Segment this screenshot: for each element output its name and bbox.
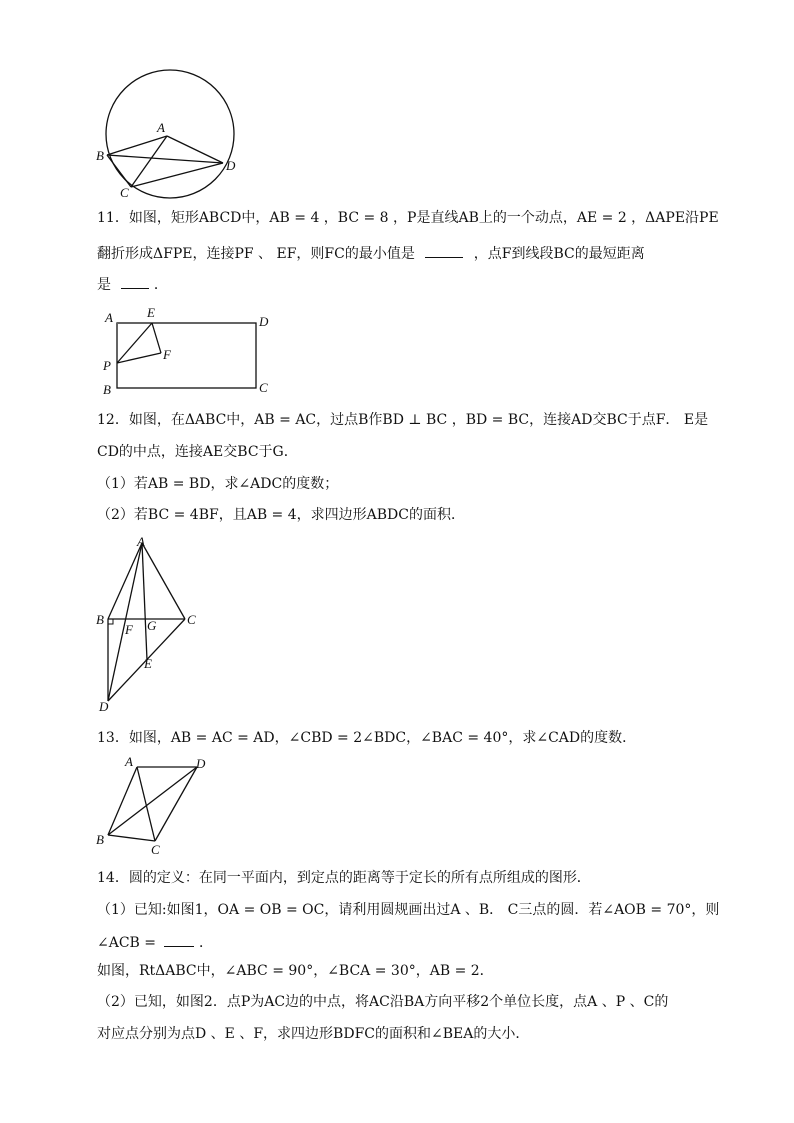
label-a: A (137, 534, 145, 549)
q14-line5: （2）已知，如图2．点P为AC边的中点，将AC沿BA方向平移2个单位长度，点A 、P 、C的 (97, 994, 669, 1010)
q14-line3-a: ∠ACB = (97, 935, 157, 951)
q12-line2: CD的中点，连接AE交BC于G． (97, 444, 298, 460)
label-d: D (259, 314, 269, 329)
label-a: A (157, 120, 165, 135)
figure-quadrilateral-abcd (95, 755, 220, 857)
q11-line3-a: 是 (97, 277, 111, 293)
q11-answer-blank-1[interactable] (425, 242, 463, 258)
label-c: C (259, 380, 268, 395)
figure-circle-abcd (95, 70, 245, 210)
right-angle-mark (108, 619, 113, 624)
segment-bc (108, 835, 155, 841)
label-b: B (96, 832, 104, 847)
segment-ae (142, 543, 147, 660)
q14-answer-blank[interactable] (164, 931, 194, 947)
q11-line2-a: 翻折形成ΔFPE，连接PF 、 EF，则FC的最小值是 (97, 246, 415, 262)
label-b: B (96, 612, 104, 627)
segment-pe (117, 323, 152, 363)
q11-line2-b: ，点F到线段BC的最短距离 (473, 246, 645, 262)
rectangle-abcd (117, 323, 256, 388)
label-c: C (187, 612, 196, 627)
segment-ab (108, 767, 137, 835)
q11-answer-blank-2[interactable] (121, 273, 149, 289)
label-b: B (103, 382, 111, 397)
q12-line1: 12．如图，在ΔABC中，AB = AC，过点B作BD ⊥ BC ，BD = BC，连接AD交BC于点F． E是 (97, 412, 709, 428)
label-d: D (196, 756, 206, 771)
label-g: G (147, 618, 157, 633)
label-d: D (99, 699, 109, 714)
segment-bc (107, 155, 131, 187)
q12-part2: （2）若BC = 4BF，且AB = 4，求四边形ABDC的面积． (97, 507, 465, 523)
q14-line4: 如图，RtΔABC中，∠ABC = 90°，∠BCA = 30°，AB = 2． (97, 963, 494, 979)
label-a: A (105, 310, 113, 325)
figure-triangle-abc-bd (95, 535, 210, 713)
segment-ef (152, 323, 161, 353)
label-c: C (151, 842, 160, 857)
q14-line6: 对应点分别为点D 、E 、F，求四边形BDFC的面积和∠BEA的大小． (97, 1026, 530, 1042)
segment-ac (142, 543, 185, 619)
label-f: F (125, 622, 133, 637)
q13-line1: 13．如图，AB = AC = AD，∠CBD = 2∠BDC，∠BAC = 40°，求∠CAD的度数． (97, 730, 637, 746)
q11-line2 (97, 242, 645, 264)
q14-line2: （1）已知:如图1，OA = OB = OC，请利用圆规画出过A 、B． C三点的圆．若∠AOB = 70°，则 (97, 902, 720, 918)
q14-line1: 14．圆的定义：在同一平面内，到定点的距离等于定长的所有点所组成的图形． (97, 870, 591, 886)
label-b: B (96, 148, 104, 163)
segment-ac (137, 767, 155, 841)
segment-bd (107, 155, 223, 163)
q11-line3 (97, 273, 168, 295)
segment-ab (107, 136, 167, 155)
label-e: E (147, 305, 155, 320)
q11-line1: 11．如图，矩形ABCD中，AB = 4 ，BC = 8 ，P是直线AB上的一个动点，AE = 2 ，ΔAPE沿PE (97, 210, 719, 226)
segment-bd (108, 767, 197, 835)
figure-rectangle-abcd (95, 300, 285, 400)
q14-line3-b: ． (198, 935, 213, 951)
q14-line3 (97, 931, 213, 953)
label-a: A (125, 754, 133, 769)
segment-dc (155, 767, 197, 841)
segment-ab (108, 543, 142, 619)
label-c: C (120, 185, 129, 200)
label-e: E (144, 656, 152, 671)
segment-ad (167, 136, 223, 163)
label-p: P (103, 358, 111, 373)
q12-part1: （1）若AB = BD，求∠ADC的度数； (97, 476, 339, 492)
label-f: F (163, 347, 171, 362)
label-d: D (226, 158, 236, 173)
q11-line3-b: ． (153, 277, 168, 293)
